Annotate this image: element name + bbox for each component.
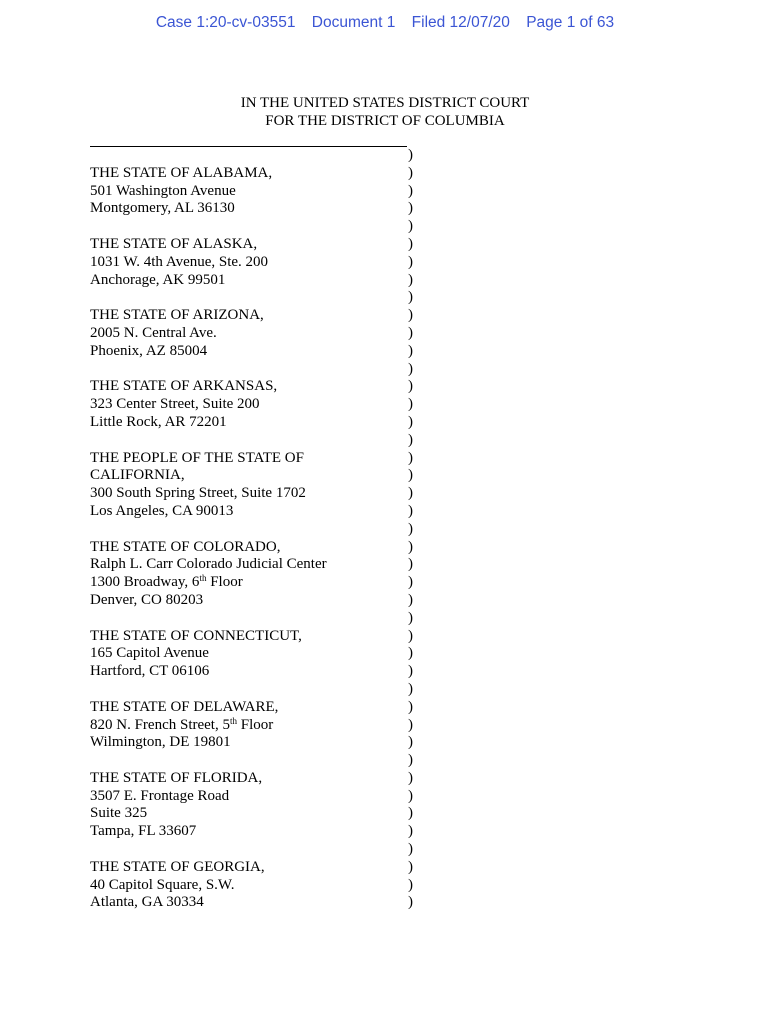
caption-text: Phoenix, AZ 85004 [90, 342, 208, 359]
caption-text: Little Rock, AR 72201 [90, 413, 227, 430]
caption-line-text [90, 396, 260, 414]
caption-line-text [90, 574, 243, 592]
caption-blank-line [90, 218, 420, 236]
caption-paren: ) [408, 609, 413, 626]
caption-line [90, 770, 420, 788]
caption-text: CALIFORNIA, [90, 467, 185, 484]
caption-line-text [90, 645, 209, 663]
caption-paren: ) [408, 805, 413, 822]
caption-blank-line [90, 432, 420, 450]
caption-line-text [90, 859, 265, 877]
caption-paren: ) [408, 627, 413, 644]
caption-blank-line [90, 521, 420, 539]
ordinal-superscript: th [199, 573, 207, 584]
caption-line-text [90, 343, 207, 361]
caption-paren: ) [408, 200, 413, 217]
caption-line-text [90, 414, 227, 432]
caption-paren: ) [408, 591, 413, 608]
caption-line [90, 414, 420, 432]
caption-line-text [90, 183, 236, 201]
caption-paren: ) [408, 680, 413, 697]
caption-paren: ) [408, 858, 413, 875]
caption-blank-line [90, 147, 420, 165]
caption-text: THE STATE OF COLORADO, [90, 538, 281, 555]
caption-paren: ) [408, 467, 413, 484]
caption-text: Atlanta, GA 30334 [90, 894, 204, 911]
page-number: Page 1 of 63 [526, 14, 615, 31]
caption-paren: ) [408, 485, 413, 502]
caption-line [90, 503, 420, 521]
caption-line-text [90, 556, 327, 574]
caption-line-text [90, 699, 278, 717]
caption-line [90, 467, 420, 485]
caption-line-text [90, 823, 196, 841]
caption-text: 820 N. French Street, 5 [90, 716, 230, 733]
caption-line-text [90, 539, 280, 557]
caption-paren: ) [408, 663, 413, 680]
caption-line [90, 699, 420, 717]
caption-text: 2005 N. Central Ave. [90, 324, 217, 341]
caption-paren: ) [408, 413, 413, 430]
caption-blank-line [90, 681, 420, 699]
caption-line [90, 663, 420, 681]
caption-paren: ) [408, 324, 413, 341]
caption-paren: ) [408, 520, 413, 537]
caption-line-text [90, 663, 209, 681]
caption-text: Anchorage, AK 99501 [90, 271, 226, 288]
caption-line-text [90, 877, 234, 895]
caption-paren: ) [408, 218, 413, 235]
filed-date: Filed 12/07/20 [411, 14, 510, 31]
caption-text: Tampa, FL 33607 [90, 823, 197, 840]
caption-line [90, 485, 420, 503]
caption-paren: ) [408, 538, 413, 555]
caption-paren: ) [408, 769, 413, 786]
caption-paren: ) [408, 396, 413, 413]
caption-paren: ) [408, 556, 413, 573]
caption-line [90, 254, 420, 272]
caption-paren: ) [408, 787, 413, 804]
caption-paren: ) [408, 253, 413, 270]
caption-line [90, 592, 420, 610]
caption-line [90, 450, 420, 468]
caption-line [90, 823, 420, 841]
case-caption [90, 147, 420, 912]
caption-paren: ) [408, 271, 413, 288]
caption-paren: ) [408, 147, 413, 163]
caption-paren: ) [408, 841, 413, 858]
caption-paren: ) [408, 716, 413, 733]
caption-text-continued: Floor [237, 716, 274, 733]
caption-line-text [90, 894, 204, 912]
caption-text: THE STATE OF DELAWARE, [90, 698, 279, 715]
document-number: Document 1 [311, 14, 396, 31]
caption-line [90, 628, 420, 646]
caption-text: Los Angeles, CA 90013 [90, 502, 234, 519]
caption-line [90, 396, 420, 414]
ecf-header-stamp [0, 14, 770, 32]
caption-text: THE STATE OF FLORIDA, [90, 769, 263, 786]
caption-line [90, 200, 420, 218]
caption-text: Hartford, CT 06106 [90, 663, 210, 680]
caption-text-continued: Floor [206, 574, 243, 591]
caption-line [90, 378, 420, 396]
caption-line [90, 307, 420, 325]
caption-paren: ) [408, 360, 413, 377]
caption-text: 3507 E. Frontage Road [90, 787, 230, 804]
court-heading-line1: IN THE UNITED STATES DISTRICT COURT [240, 95, 530, 111]
caption-line-text [90, 200, 235, 218]
caption-line [90, 717, 420, 735]
caption-line [90, 539, 420, 557]
caption-line-text [90, 770, 262, 788]
caption-line [90, 272, 420, 290]
caption-line [90, 877, 420, 895]
caption-text: THE PEOPLE OF THE STATE OF [90, 449, 304, 466]
caption-line [90, 236, 420, 254]
caption-line [90, 574, 420, 592]
caption-text: THE STATE OF ARIZONA, [90, 307, 264, 324]
caption-line [90, 343, 420, 361]
caption-line-text [90, 307, 264, 325]
caption-blank-line [90, 289, 420, 307]
caption-paren: ) [408, 823, 413, 840]
caption-line [90, 805, 420, 823]
court-heading-line2: FOR THE DISTRICT OF COLUMBIA [265, 113, 505, 129]
caption-text: Ralph L. Carr Colorado Judicial Center [90, 556, 327, 573]
caption-line-text [90, 450, 304, 468]
caption-text: 1031 W. 4th Avenue, Ste. 200 [90, 253, 269, 270]
caption-paren: ) [408, 378, 413, 395]
ordinal-superscript: th [229, 715, 237, 726]
caption-line [90, 859, 420, 877]
caption-paren: ) [408, 235, 413, 252]
caption-paren: ) [408, 734, 413, 751]
caption-line-text [90, 805, 147, 823]
caption-line [90, 183, 420, 201]
caption-blank-line [90, 361, 420, 379]
caption-blank-line [90, 841, 420, 859]
caption-text: THE STATE OF CONNECTICUT, [90, 627, 302, 644]
caption-line-text [90, 734, 231, 752]
caption-line [90, 734, 420, 752]
caption-line-text [90, 254, 268, 272]
caption-paren: ) [408, 502, 413, 519]
caption-paren: ) [408, 307, 413, 324]
caption-text: Wilmington, DE 19801 [90, 734, 231, 751]
caption-text: 40 Capitol Square, S.W. [90, 876, 235, 893]
caption-line [90, 325, 420, 343]
caption-text: Suite 325 [90, 805, 148, 822]
caption-text: 501 Washington Avenue [90, 182, 236, 199]
caption-line-text [90, 788, 229, 806]
caption-text: THE STATE OF ALASKA, [90, 235, 258, 252]
caption-line-text [90, 717, 273, 735]
court-heading [0, 94, 770, 130]
caption-paren: ) [408, 164, 413, 181]
caption-text: Montgomery, AL 36130 [90, 200, 235, 217]
caption-line-text [90, 503, 233, 521]
caption-paren: ) [408, 698, 413, 715]
caption-line-text [90, 236, 257, 254]
caption-line-text [90, 165, 272, 183]
caption-paren: ) [408, 182, 413, 199]
caption-line [90, 556, 420, 574]
caption-text: THE STATE OF ARKANSAS, [90, 378, 278, 395]
caption-text: 165 Capitol Avenue [90, 645, 209, 662]
caption-text: Denver, CO 80203 [90, 591, 204, 608]
caption-line-text [90, 467, 185, 485]
caption-text: THE STATE OF GEORGIA, [90, 858, 265, 875]
caption-line [90, 645, 420, 663]
caption-line-text [90, 628, 302, 646]
caption-paren: ) [408, 645, 413, 662]
caption-line [90, 788, 420, 806]
caption-text: 1300 Broadway, 6 [90, 574, 200, 591]
case-number: Case 1:20-cv-03551 [155, 14, 296, 31]
caption-paren: ) [408, 431, 413, 448]
caption-line-text [90, 378, 277, 396]
caption-paren: ) [408, 289, 413, 306]
caption-paren: ) [408, 449, 413, 466]
caption-paren: ) [408, 342, 413, 359]
caption-paren: ) [408, 894, 413, 911]
caption-blank-line [90, 610, 420, 628]
caption-line-text [90, 325, 217, 343]
caption-blank-line [90, 752, 420, 770]
caption-line-text [90, 485, 306, 503]
caption-text: THE STATE OF ALABAMA, [90, 164, 273, 181]
caption-line-text [90, 592, 203, 610]
caption-paren: ) [408, 574, 413, 591]
caption-text: 300 South Spring Street, Suite 1702 [90, 485, 306, 502]
caption-line-text [90, 272, 225, 290]
caption-line [90, 894, 420, 912]
caption-text: 323 Center Street, Suite 200 [90, 396, 260, 413]
caption-line [90, 165, 420, 183]
caption-paren: ) [408, 752, 413, 769]
caption-paren: ) [408, 876, 413, 893]
